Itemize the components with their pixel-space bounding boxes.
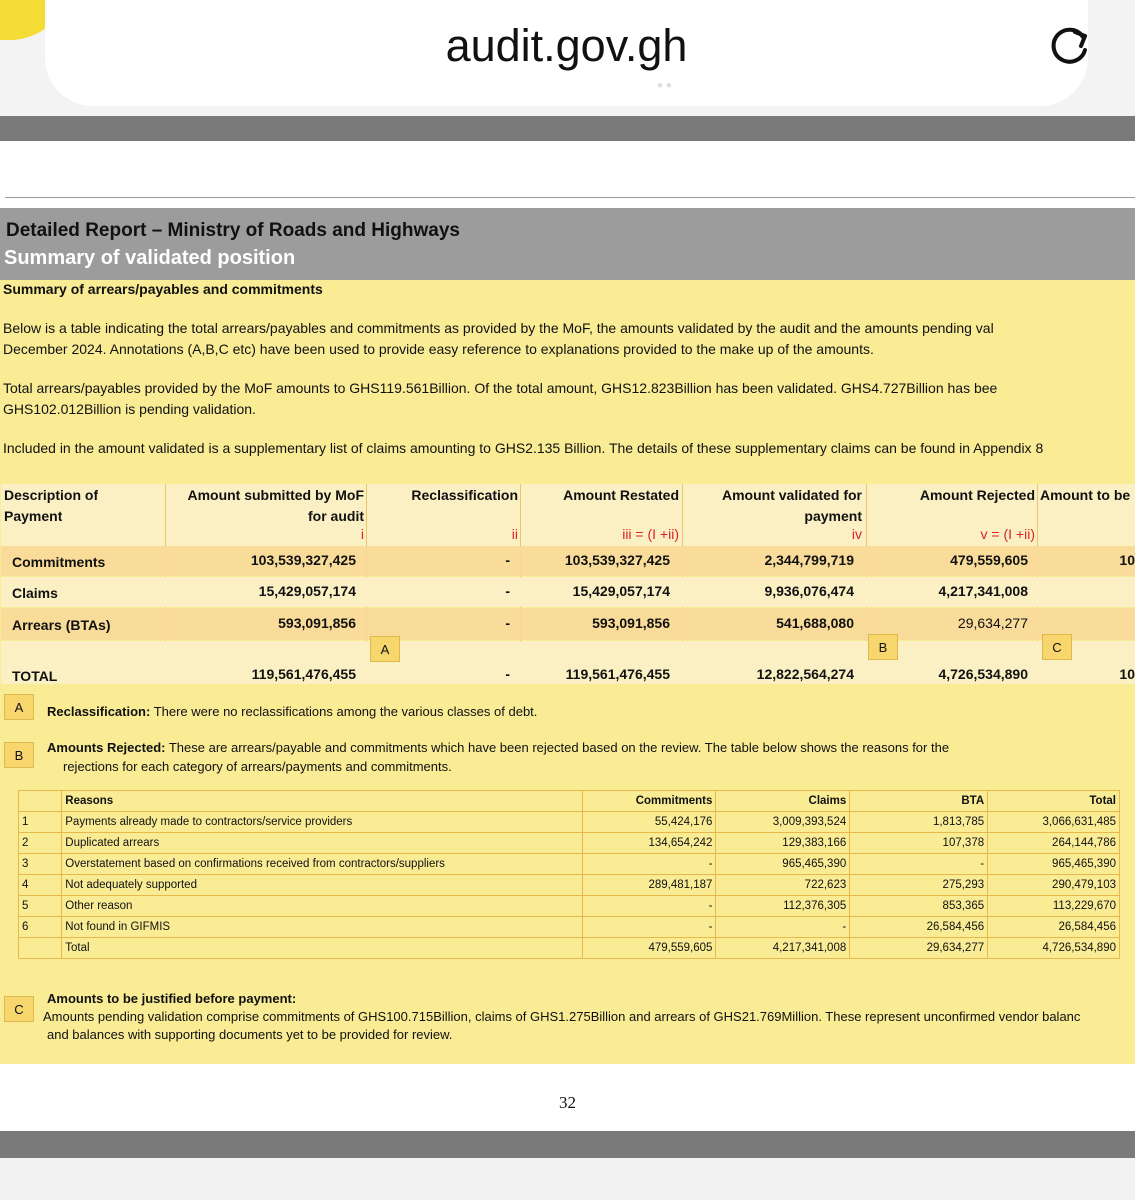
row-number: 3 bbox=[19, 854, 62, 875]
table-row bbox=[19, 791, 1120, 812]
cell-total: 26,584,456 bbox=[988, 917, 1120, 938]
cell-claims: 3,009,393,524 bbox=[716, 812, 850, 833]
row-reason: Total bbox=[62, 938, 582, 959]
header-commitments: Commitments bbox=[582, 791, 716, 812]
cell-rejected: 29,634,277 bbox=[957, 615, 1028, 631]
header-roman-iii: iii = (I +ii) bbox=[622, 526, 679, 542]
section-heading: Summary of arrears/payables and commitments bbox=[3, 281, 323, 297]
row-reason: Payments already made to contractors/service providers bbox=[62, 812, 582, 833]
cell-claims: 722,623 bbox=[716, 875, 850, 896]
row-reason: Duplicated arrears bbox=[62, 833, 582, 854]
header-description-1: Description of bbox=[4, 487, 99, 503]
header-validated-2: payment bbox=[804, 508, 862, 524]
row-number: 4 bbox=[19, 875, 62, 896]
cell-claims: 112,376,305 bbox=[716, 896, 850, 917]
note-a-title: Reclassification: bbox=[47, 704, 151, 719]
cell-claims: 4,217,341,008 bbox=[716, 938, 850, 959]
note-b-title: Amounts Rejected: bbox=[47, 740, 166, 755]
cell-reclass: - bbox=[505, 583, 510, 599]
cell-submitted: 15,429,057,174 bbox=[258, 583, 356, 599]
note-a-marker: A bbox=[4, 694, 34, 720]
cell-bta: 275,293 bbox=[850, 875, 988, 896]
header-restated: Amount Restated bbox=[563, 487, 679, 503]
header-roman-v: v = (I +ii) bbox=[980, 526, 1035, 542]
cell-total: 965,465,390 bbox=[988, 854, 1120, 875]
header-total: Total bbox=[988, 791, 1120, 812]
cell-total: 3,066,631,485 bbox=[988, 812, 1120, 833]
cell-restated: 119,561,476,455 bbox=[565, 666, 670, 682]
note-b-text-2: rejections for each category of arrears/payments and commitments. bbox=[63, 759, 452, 774]
note-a bbox=[47, 704, 537, 719]
table-row-total bbox=[19, 938, 1120, 959]
annotation-b-marker: B bbox=[868, 634, 898, 660]
viewer-bottom-band bbox=[0, 1131, 1135, 1158]
page-number: 32 bbox=[559, 1093, 576, 1112]
note-b-marker: B bbox=[4, 742, 34, 768]
cell-to-be: 10 bbox=[1119, 666, 1135, 682]
row-number: 5 bbox=[19, 896, 62, 917]
table-row bbox=[19, 833, 1120, 854]
cell-bta: 29,634,277 bbox=[850, 938, 988, 959]
cell-total: 290,479,103 bbox=[988, 875, 1120, 896]
row-label-arrears: Arrears (BTAs) bbox=[12, 617, 111, 633]
header-roman-iv: iv bbox=[851, 526, 862, 542]
note-b bbox=[47, 740, 949, 755]
table-row bbox=[19, 812, 1120, 833]
cell-restated: 103,539,327,425 bbox=[564, 552, 670, 568]
header-rejected: Amount Rejected bbox=[919, 487, 1035, 503]
header-validated-1: Amount validated for bbox=[721, 487, 862, 503]
annotation-a-marker: A bbox=[370, 636, 400, 662]
paragraph-1-line-1: Below is a table indicating the total arrears/payables and commitments as provided by the MoF, the amounts validated by the audit and the amounts pending val bbox=[3, 320, 994, 336]
paragraph-2-line-1: Total arrears/payables provided by the MoF amounts to GHS119.561Billion. Of the total amount, GHS12.823Billion has been validated. GHS4.727Billion has bee bbox=[3, 380, 998, 396]
rejection-reasons-table bbox=[18, 790, 1120, 959]
header-submitted-2: for audit bbox=[308, 508, 364, 524]
cell-bta: 1,813,785 bbox=[850, 812, 988, 833]
cell-submitted: 103,539,327,425 bbox=[250, 552, 356, 568]
cell-total: 4,726,534,890 bbox=[988, 938, 1120, 959]
viewer-top-band bbox=[0, 116, 1135, 141]
row-reason: Overstatement based on confirmations received from contractors/suppliers bbox=[62, 854, 582, 875]
cell-restated: 15,429,057,174 bbox=[572, 583, 670, 599]
table-row bbox=[19, 917, 1120, 938]
cell-reclass: - bbox=[505, 615, 510, 631]
drag-dots-icon: ● ● bbox=[657, 80, 672, 91]
page-divider bbox=[5, 197, 1135, 198]
note-a-text: There were no reclassifications among the various classes of debt. bbox=[150, 704, 538, 719]
cell-claims: - bbox=[716, 917, 850, 938]
cell-validated: 2,344,799,719 bbox=[764, 552, 854, 568]
cell-validated: 9,936,076,474 bbox=[764, 583, 854, 599]
annotation-c-marker: C bbox=[1042, 634, 1072, 660]
url-text[interactable]: audit.gov.gh bbox=[445, 20, 688, 71]
header-roman-ii: ii bbox=[511, 526, 518, 542]
row-reason: Not adequately supported bbox=[62, 875, 582, 896]
browser-toolbar bbox=[0, 0, 1135, 116]
cell-bta: 107,378 bbox=[850, 833, 988, 854]
header-reclassification: Reclassification bbox=[411, 487, 518, 503]
row-reason: Not found in GIFMIS bbox=[62, 917, 582, 938]
header-to-be-justified: Amount to be bbox=[1040, 487, 1131, 503]
cell-commitments: 289,481,187 bbox=[582, 875, 716, 896]
address-bar[interactable] bbox=[45, 0, 1088, 106]
report-subtitle: Summary of validated position bbox=[4, 247, 296, 269]
row-label-claims: Claims bbox=[12, 585, 58, 601]
header-submitted-1: Amount submitted by MoF bbox=[187, 487, 364, 503]
cell-claims: 965,465,390 bbox=[716, 854, 850, 875]
cell-commitments: - bbox=[582, 917, 716, 938]
table-row bbox=[19, 854, 1120, 875]
row-number: 6 bbox=[19, 917, 62, 938]
cell-bta: 853,365 bbox=[850, 896, 988, 917]
row-label-commitments: Commitments bbox=[12, 554, 106, 570]
cell-rejected: 479,559,605 bbox=[950, 552, 1028, 568]
reload-icon[interactable] bbox=[1045, 20, 1095, 70]
row-number bbox=[19, 938, 62, 959]
cell-reclass: - bbox=[505, 666, 510, 682]
row-number: 1 bbox=[19, 812, 62, 833]
row-label-total: TOTAL bbox=[12, 668, 58, 684]
note-c-text-2: and balances with supporting documents yet to be provided for review. bbox=[47, 1027, 453, 1042]
cell-commitments: - bbox=[582, 854, 716, 875]
cell-commitments: 55,424,176 bbox=[582, 812, 716, 833]
header-claims: Claims bbox=[716, 791, 850, 812]
viewer-footer bbox=[0, 1158, 1135, 1200]
note-c-title: Amounts to be justified before payment: bbox=[47, 991, 297, 1006]
cell-claims: 129,383,166 bbox=[716, 833, 850, 854]
header-bta: BTA bbox=[850, 791, 988, 812]
cell-commitments: 479,559,605 bbox=[582, 938, 716, 959]
cell-to-be: 10 bbox=[1119, 552, 1135, 568]
cell-validated: 541,688,080 bbox=[776, 615, 854, 631]
cell-bta: - bbox=[850, 854, 988, 875]
row-reason: Other reason bbox=[62, 896, 582, 917]
cell-total: 264,144,786 bbox=[988, 833, 1120, 854]
cell-rejected: 4,217,341,008 bbox=[938, 583, 1028, 599]
row-number: 2 bbox=[19, 833, 62, 854]
cell-reclass: - bbox=[505, 552, 510, 568]
paragraph-3: Included in the amount validated is a supplementary list of claims amounting to GHS2.135 Billion. The details of these supplementary claims can be found in Appendix 8 bbox=[3, 440, 1044, 456]
cell-restated: 593,091,856 bbox=[592, 615, 670, 631]
note-b-text: These are arrears/payable and commitments which have been rejected based on the review. The table below shows the reasons for the bbox=[165, 740, 950, 755]
report-title: Detailed Report – Ministry of Roads and Highways bbox=[6, 220, 460, 241]
cell-commitments: 134,654,242 bbox=[582, 833, 716, 854]
cell-validated: 12,822,564,274 bbox=[756, 666, 854, 682]
table-row bbox=[19, 896, 1120, 917]
paragraph-2-line-2: GHS102.012Billion is pending validation. bbox=[3, 401, 256, 417]
note-c-marker: C bbox=[4, 996, 34, 1022]
cell-total: 113,229,670 bbox=[988, 896, 1120, 917]
cell-submitted: 593,091,856 bbox=[278, 615, 356, 631]
note-c-text: Amounts pending validation comprise commitments of GHS100.715Billion, claims of GHS1.275Billion and arrears of GHS21.769Million. These represent unconfirmed vendor balanc bbox=[43, 1009, 1081, 1024]
cell-bta: 26,584,456 bbox=[850, 917, 988, 938]
cell-submitted: 119,561,476,455 bbox=[251, 666, 356, 682]
cell-commitments: - bbox=[582, 896, 716, 917]
table-row bbox=[19, 875, 1120, 896]
header-roman-i: i bbox=[360, 526, 364, 542]
header-reasons: Reasons bbox=[62, 791, 582, 812]
cell-rejected: 4,726,534,890 bbox=[938, 666, 1028, 682]
header-description-2: Payment bbox=[4, 508, 63, 524]
paragraph-1-line-2: December 2024. Annotations (A,B,C etc) have been used to provide easy reference to explanations provided to the make up of the amounts. bbox=[3, 341, 874, 357]
